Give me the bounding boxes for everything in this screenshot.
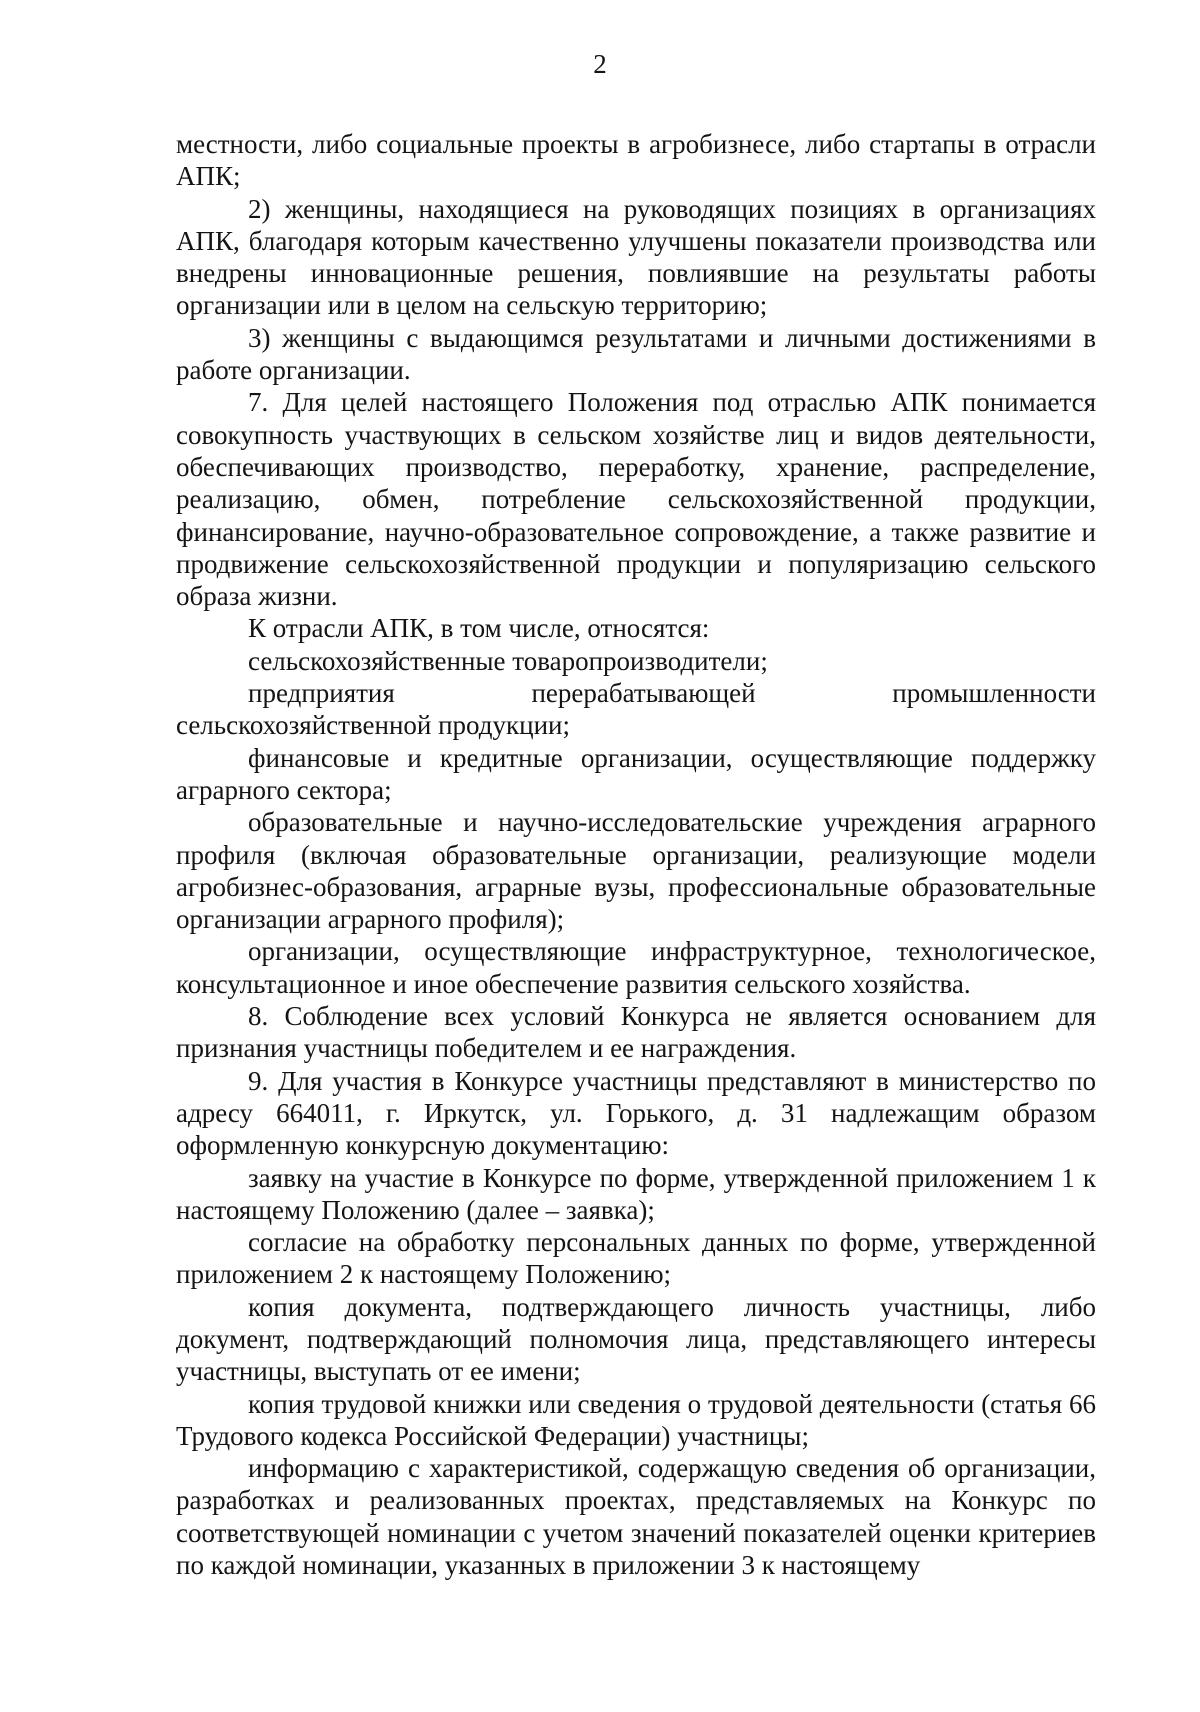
paragraph: согласие на обработку персональных данных по форме, утвержденной приложением 2 к настоящему Положению;	[176, 1227, 1096, 1290]
paragraph: 7. Для целей настоящего Положения под отраслью АПК понимается совокупность участвующих в сельском хозяйстве лиц и видов деятельности, обеспечивающих производство, переработку, хранение, распределение, реализацию, обмен, потребление сельскохозяйственной продукции, финансирование, научно-образовательное сопровождение, а также развитие и продвижение сельскохозяйственной продукции и популяризацию сельского образа жизни.	[176, 387, 1096, 612]
paragraph: 3) женщины с выдающимся результатами и личными достижениями в работе организации.	[176, 322, 1096, 386]
paragraph: К отрасли АПК, в том числе, относятся:	[248, 613, 710, 644]
paragraph: 2) женщины, находящиеся на руководящих позициях в организациях АПК, благодаря которым качественно улучшены показатели производства или внедрены инновационные решения, повлиявшие на результаты работы организации или в целом на сельскую территорию;	[176, 193, 1096, 321]
paragraph: заявку на участие в Конкурсе по форме, утвержденной приложением 1 к настоящему Положению (далее – заявка);	[176, 1162, 1096, 1225]
paragraph: предприятия перерабатывающей промышленности	[248, 678, 1096, 709]
paragraph: образовательные и научно-исследовательские учреждения аграрного профиля (включая образовательные организации, реализующие модели агробизнес-образования, аграрные вузы, профессиональные образовательные организации аграрного профиля);	[176, 807, 1096, 935]
paragraph: копия документа, подтверждающего личность участницы, либо документ, подтверждающий полномочия лица, представляющего интересы участницы, выступать от ее имени;	[176, 1291, 1096, 1387]
page-number: 2	[593, 49, 607, 79]
paragraph: копия трудовой книжки или сведения о трудовой деятельности (статья 66 Трудового кодекса Российской Федерации) участницы;	[176, 1388, 1096, 1451]
paragraph: организации, осуществляющие инфраструктурное, технологическое, консультационное и иное обеспечение развития сельского хозяйства.	[176, 936, 1096, 999]
paragraph: 9. Для участия в Конкурсе участницы представляют в министерство по адресу 664011, г. Иркутск, ул. Горького, д. 31 надлежащим образом оформленную конкурсную документацию:	[176, 1065, 1096, 1161]
paragraph: сельскохозяйственной продукции;	[176, 710, 570, 741]
paragraph: 8. Соблюдение всех условий Конкурса не является основанием для признания участницы победителем и ее награждения.	[176, 1001, 1096, 1064]
document-body	[176, 128, 1096, 1581]
paragraph: сельскохозяйственные товаропроизводители;	[248, 645, 768, 676]
paragraph: финансовые и кредитные организации, осуществляющие поддержку аграрного сектора;	[176, 742, 1096, 805]
paragraph: местности, либо социальные проекты в агробизнесе, либо стартапы в отрасли АПК;	[176, 129, 1096, 192]
paragraph: информацию с характеристикой, содержащую сведения об организации, разработках и реализованных проектах, представляемых на Конкурс по соответствующей номинации с учетом значений показателей оценки критериев по каждой номинации, указанных в приложении 3 к настоящему	[176, 1453, 1096, 1581]
